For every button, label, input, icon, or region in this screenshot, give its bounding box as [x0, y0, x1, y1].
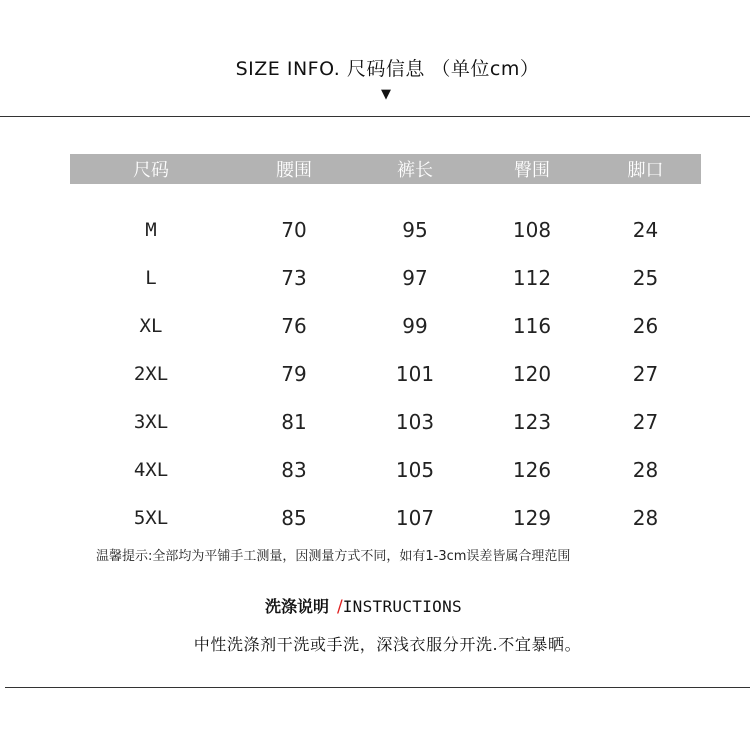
slash-accent: / [337, 597, 343, 617]
cell-hip: 129 [512, 506, 552, 530]
size-info-title: SIZE INFO. 尺码信息 （单位cm） [235, 58, 540, 80]
cell-size: L [145, 267, 157, 289]
cell-size: 4XL [133, 459, 169, 481]
cell-size: 3XL [133, 411, 169, 433]
cell-size: XL [139, 315, 163, 337]
table-row [70, 398, 701, 446]
wash-heading-cn: 洗涤说明 [265, 597, 330, 616]
table-body [70, 206, 701, 542]
cell-length: 105 [395, 458, 435, 482]
table-row [70, 494, 701, 542]
cell-hip: 126 [512, 458, 552, 482]
cell-waist: 85 [281, 506, 307, 530]
column-header-hip: 臀围 [514, 160, 550, 181]
cell-hem: 28 [632, 506, 659, 530]
cell-hem: 27 [632, 362, 659, 386]
cell-waist: 81 [281, 410, 307, 434]
cell-waist: 70 [281, 218, 307, 242]
size-table [70, 154, 701, 542]
cell-hip: 120 [512, 362, 552, 386]
cell-hem: 25 [632, 266, 659, 290]
cell-hem: 27 [632, 410, 659, 434]
wash-instructions-heading [265, 594, 462, 617]
table-row [70, 350, 701, 398]
cell-length: 97 [402, 266, 428, 290]
cell-waist: 76 [281, 314, 307, 338]
measurement-note: 温馨提示:全部均为平铺手工测量，因测量方式不同，如有1-3cm误差皆属合理范围 [96, 549, 571, 564]
cell-hem: 26 [632, 314, 659, 338]
cell-hip: 123 [512, 410, 552, 434]
cell-waist: 73 [281, 266, 307, 290]
table-row [70, 206, 701, 254]
cell-length: 99 [402, 314, 428, 338]
table-row [70, 446, 701, 494]
cell-size: M [145, 219, 157, 241]
cell-hem: 28 [632, 458, 659, 482]
cell-length: 103 [395, 410, 435, 434]
cell-length: 107 [395, 506, 435, 530]
cell-length: 95 [402, 218, 428, 242]
wash-heading-en: INSTRUCTIONS [342, 597, 462, 616]
cell-hip: 108 [512, 218, 552, 242]
column-header-size: 尺码 [133, 160, 169, 181]
table-row [70, 254, 701, 302]
table-row [70, 302, 701, 350]
wash-instructions-text: 中性洗涤剂干洗或手洗，深浅衣服分开洗.不宜暴晒。 [193, 635, 582, 654]
cell-hip: 116 [512, 314, 552, 338]
top-divider [0, 116, 750, 117]
cell-size: 5XL [133, 507, 169, 529]
column-header-waist: 腰围 [276, 160, 312, 181]
cell-length: 101 [395, 362, 435, 386]
cell-hem: 24 [632, 218, 659, 242]
column-header-length: 裤长 [397, 160, 433, 181]
bottom-divider [5, 687, 750, 688]
column-header-hem: 脚口 [627, 160, 664, 181]
table-header [70, 154, 701, 184]
cell-waist: 79 [281, 362, 307, 386]
cell-size: 2XL [133, 363, 169, 385]
cell-waist: 83 [281, 458, 307, 482]
cell-hip: 112 [512, 266, 552, 290]
down-arrow-icon: ▼ [381, 87, 391, 102]
